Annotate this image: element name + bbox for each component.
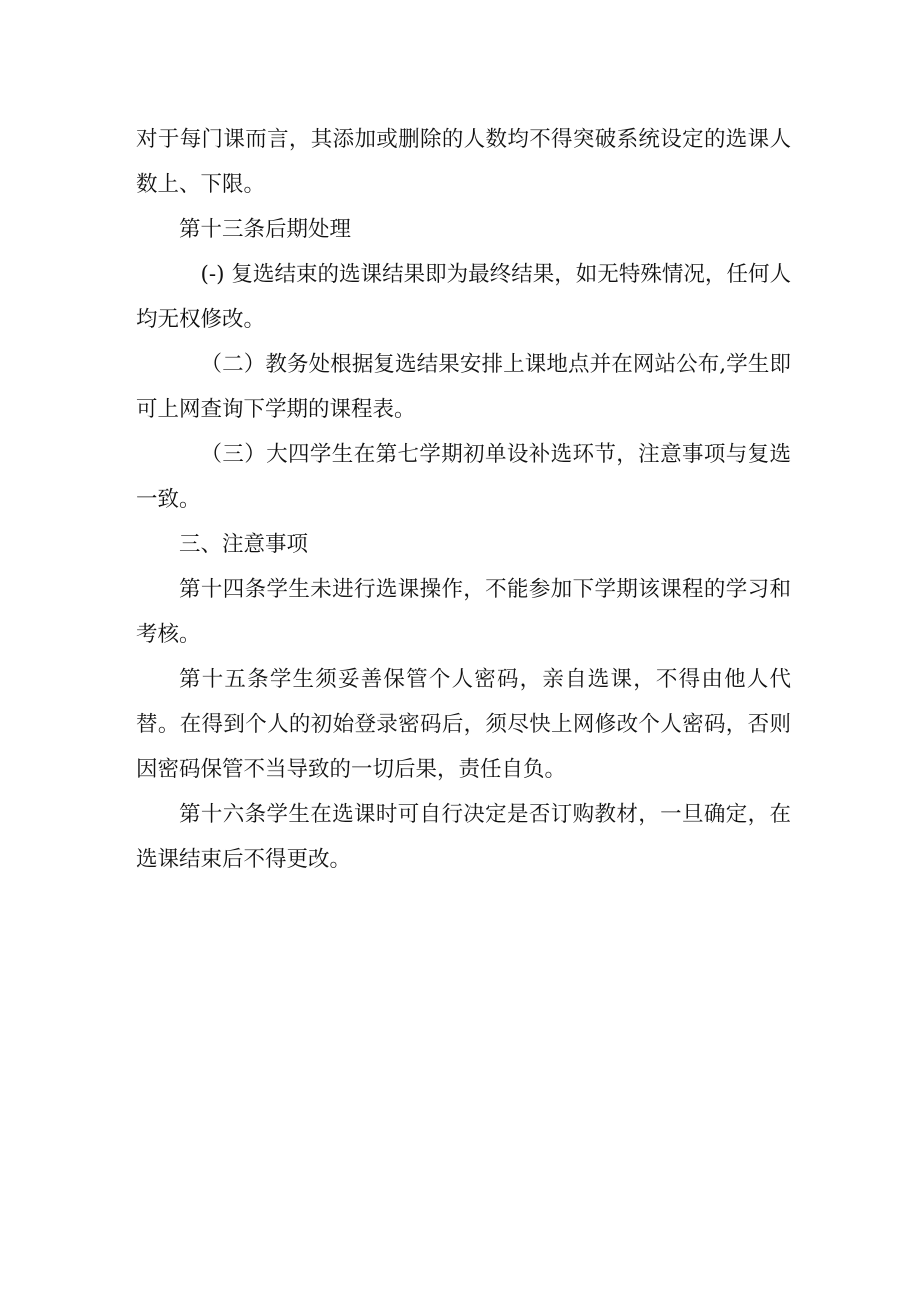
article-13-item-2: （二）教务处根据复选结果安排上课地点并在网站公布,学生即可上网查询下学期的课程表。 xyxy=(136,352,791,422)
section-heading-notes: 三、注意事项 xyxy=(179,532,309,557)
article-14: 第十四条学生未进行选课操作，不能参加下学期该课程的学习和考核。 xyxy=(136,577,791,647)
article-13-heading: 第十三条后期处理 xyxy=(179,217,352,242)
article-13-item-3: （三）大四学生在第七学期初单设补选环节，注意事项与复选一致。 xyxy=(136,442,791,512)
article-13-item-1: (-) 复选结束的选课结果即为最终结果，如无特殊情况，任何人均无权修改。 xyxy=(136,262,791,332)
article-15: 第十五条学生须妥善保管个人密码，亲自选课，不得由他人代替。在得到个人的初始登录密码后，须尽快上网修改个人密码，否则因密码保管不当导致的一切后果，责任自负。 xyxy=(136,667,791,782)
document-body xyxy=(136,117,791,882)
article-16: 第十六条学生在选课时可自行决定是否订购教材，一旦确定，在选课结束后不得更改。 xyxy=(136,802,791,872)
paragraph-continuation: 对于每门课而言，其添加或删除的人数均不得突破系统设定的选课人数上、下限。 xyxy=(136,127,791,197)
